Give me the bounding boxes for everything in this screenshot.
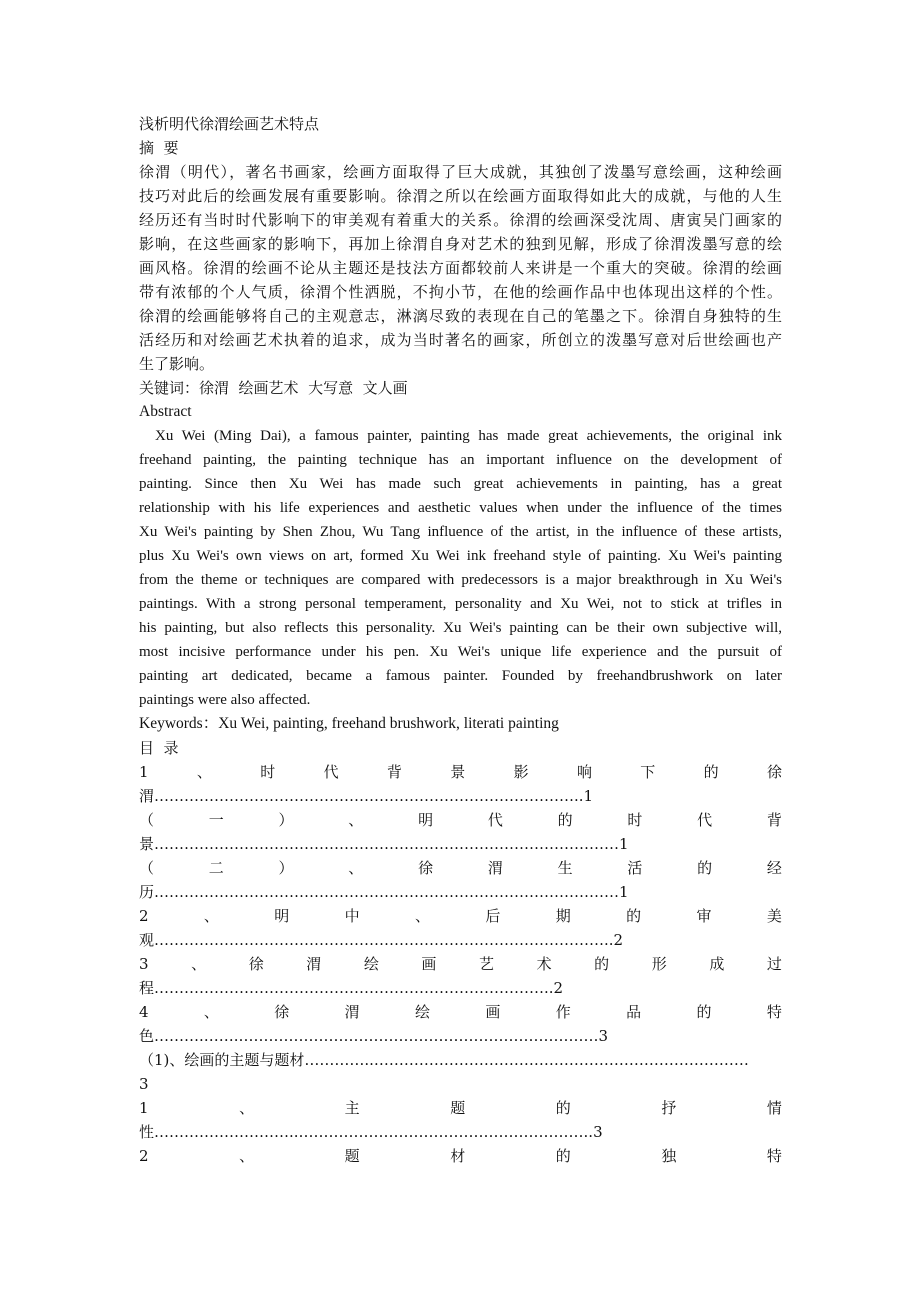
toc-entry-char: 形 [651, 955, 667, 973]
toc-entry-char: 影 [513, 763, 529, 781]
abstract-en-line: most incisive performance under his pen. Xu Wei's unique life experience and the pursuit of [139, 644, 782, 660]
abstract-en-line: freehand painting, the painting technique has an important influence on the development of [139, 452, 782, 468]
toc-entry-char: 二 [208, 859, 224, 877]
toc-entry-char: 特 [766, 1147, 782, 1165]
toc-entry-char: 中 [344, 907, 360, 925]
abstract-en-line: relationship with his life experiences and aesthetic values when under the influence of the times [139, 500, 782, 516]
abstract-cn-line: 徐渭（明代），著名书画家，绘画方面取得了巨大成就，其独创了泼墨写意绘画，这种绘画 [139, 163, 782, 181]
toc-entry-char: 、 [348, 811, 364, 829]
toc-entry-char: 2 [139, 1147, 149, 1165]
toc-entry-char: 审 [696, 907, 712, 925]
abstract-en-line: painting. Since then Xu Wei has made such great achievements in painting, has a great [139, 476, 782, 492]
toc-entry-char: 徐 [418, 859, 434, 877]
toc-entry-leader: 色……….…….………………………………………………………………3 [139, 1027, 609, 1045]
toc-entry-leader: 性………………………..…………………………………………………..3 [139, 1123, 603, 1141]
toc-entry-char: 下 [640, 763, 656, 781]
toc-entry-char: 经 [766, 859, 782, 877]
toc-entry-char: 渭 [487, 859, 503, 877]
toc-entry-char: 品 [626, 1003, 642, 1021]
toc-entry-char: 响 [576, 763, 592, 781]
toc-entry-char: 、 [348, 859, 364, 877]
toc-entry-leader: 历…………………………………………………………………………………1 [139, 883, 629, 901]
toc-entry-char: 生 [557, 859, 573, 877]
toc-entry-char: 、 [191, 955, 207, 973]
toc-entry-char: 绘 [363, 955, 379, 973]
abstract-cn-line: 经历还有当时时代影响下的审美观有着重大的关系。徐渭的绘画深受沈周、唐寅吴门画家的 [139, 211, 782, 229]
toc-entry-char: ） [278, 811, 294, 829]
toc-entry-char: 、 [239, 1099, 255, 1117]
toc-entry[interactable] [139, 904, 782, 928]
toc-entry-char: 背 [386, 763, 402, 781]
abstract-en-line: plus Xu Wei's own views on art, formed Xu Wei ink freehand style of painting. Xu Wei's painting [139, 548, 782, 564]
abstract-en-heading: Abstract [139, 403, 192, 420]
toc-entry-char: 明 [274, 907, 290, 925]
toc-entry-char: 渭 [344, 1003, 360, 1021]
toc-entry-char: 主 [344, 1099, 360, 1117]
toc-entry[interactable] [139, 808, 782, 832]
toc-entry-char: 3 [139, 955, 149, 973]
toc-entry-char: 时 [627, 811, 643, 829]
toc-entry[interactable] [139, 1144, 782, 1168]
document-title: 浅析明代徐渭绘画艺术特点 [139, 115, 320, 133]
toc-entry-char: 背 [766, 811, 782, 829]
keywords-en: Keywords：Xu Wei, painting, freehand brushwork, literati painting [139, 715, 559, 732]
toc-entry-char: 过 [766, 955, 782, 973]
toc-entry[interactable] [139, 856, 782, 880]
toc-entry-char: 独 [661, 1147, 677, 1165]
toc-entry-leader: 渭…………………………………………………………………………..1 [139, 787, 594, 805]
toc-entry-char: 徐 [248, 955, 264, 973]
toc-entry-char: 、 [196, 763, 212, 781]
toc-entry-leader: 3 [139, 1075, 149, 1093]
toc-entry-leader: 程……………………………………………………………………..2 [139, 979, 564, 997]
toc-entry-char: 的 [555, 1147, 571, 1165]
toc-entry-char: 的 [703, 763, 719, 781]
toc-entry-char: 徐 [766, 763, 782, 781]
toc-entry[interactable]: （1)、绘画的主题与题材…………..………………………………………………………………… [139, 1051, 749, 1069]
abstract-en-line: from the theme or techniques are compared with predecessors is a major breakthrough in Xu Wei's [139, 572, 782, 588]
toc-entry-char: 的 [555, 1099, 571, 1117]
abstract-cn-line: 影响，在这些画家的影响下，再加上徐渭自身对艺术的独到见解，形成了徐渭泼墨写意的绘 [139, 235, 782, 253]
toc-entry-char: 时 [260, 763, 276, 781]
toc-entry-char: 代 [487, 811, 503, 829]
abstract-en-line: Xu Wei (Ming Dai), a famous painter, painting has made great achievements, the original ink [155, 428, 782, 444]
abstract-cn-line: 带有浓郁的个人气质，徐渭个性洒脱，不拘小节，在他的绘画作品中也体现出这样的个性。 [139, 283, 782, 301]
toc-entry-char: 的 [594, 955, 610, 973]
abstract-en-line: paintings. With a strong personal temperament, personality and Xu Wei, not to stick at trifles in [139, 596, 782, 612]
toc-entry-char: 绘 [415, 1003, 431, 1021]
abstract-cn-line: 活经历和对绘画艺术执着的追求，成为当时著名的画家，所创立的泼墨写意对后世绘画也产 [139, 331, 782, 349]
toc-entry-char: 活 [627, 859, 643, 877]
toc-entry-char: 作 [555, 1003, 571, 1021]
toc-heading: 目 录 [139, 739, 179, 757]
toc-entry-char: 景 [450, 763, 466, 781]
toc-entry-char: 画 [421, 955, 437, 973]
toc-entry-char: 情 [766, 1099, 782, 1117]
toc-entry-char: 一 [208, 811, 224, 829]
toc-entry[interactable] [139, 1096, 782, 1120]
toc-entry-char: （ [139, 811, 155, 829]
toc-entry-char: 徐 [274, 1003, 290, 1021]
toc-entry[interactable] [139, 952, 782, 976]
abstract-cn-line: 生了影响。 [139, 355, 215, 373]
toc-entry-char: 2 [139, 907, 149, 925]
toc-entry-char: 、 [203, 907, 219, 925]
document-page [139, 112, 782, 1168]
toc-entry-char: 画 [485, 1003, 501, 1021]
abstract-en-line: his painting, but also reflects this personality. Xu Wei's painting can be their own subjective will, [139, 620, 782, 636]
toc-entry-char: 代 [697, 811, 713, 829]
table-of-contents [139, 760, 782, 1168]
abstract-en-line: Xu Wei's painting by Shen Zhou, Wu Tang influence of the artist, in the influence of these artists, [139, 524, 782, 540]
abstract-heading: 摘 要 [139, 139, 179, 157]
toc-entry-char: 明 [418, 811, 434, 829]
toc-entry-char: 1 [139, 763, 149, 781]
toc-entry-char: 代 [323, 763, 339, 781]
toc-entry-char: 抒 [661, 1099, 677, 1117]
toc-entry-char: 特 [766, 1003, 782, 1021]
toc-entry-char: 材 [450, 1147, 466, 1165]
toc-entry-leader: 景…………………………………………………………………………………1 [139, 835, 629, 853]
keywords-cn: 关键词：徐渭 绘画艺术 大写意 文人画 [139, 379, 408, 397]
toc-entry-char: ） [278, 859, 294, 877]
toc-entry-char: 术 [536, 955, 552, 973]
toc-entry-char: 的 [696, 1003, 712, 1021]
toc-entry-char: 题 [344, 1147, 360, 1165]
toc-entry-char: 的 [697, 859, 713, 877]
abstract-cn-line: 画风格。徐渭的绘画不论从主题还是技法方面都较前人来讲是一个重大的突破。徐渭的绘画 [139, 259, 782, 277]
toc-entry-char: 期 [555, 907, 571, 925]
abstract-cn [139, 160, 782, 376]
toc-entry-char: 的 [557, 811, 573, 829]
toc-entry[interactable] [139, 760, 782, 784]
toc-entry-leader: 观………………………………………………………………………………..2 [139, 931, 624, 949]
toc-entry[interactable] [139, 1000, 782, 1024]
toc-entry-char: 1 [139, 1099, 149, 1117]
toc-entry-char: 4 [139, 1003, 149, 1021]
toc-entry-char: 、 [203, 1003, 219, 1021]
toc-entry-char: 成 [709, 955, 725, 973]
toc-entry-char: 艺 [479, 955, 495, 973]
toc-entry-char: （ [139, 859, 155, 877]
toc-entry-char: 、 [415, 907, 431, 925]
toc-entry-char: 题 [450, 1099, 466, 1117]
abstract-cn-line: 技巧对此后的绘画发展有重要影响。徐渭之所以在绘画方面取得如此大的成就，与他的人生 [139, 187, 782, 205]
toc-entry-char: 后 [485, 907, 501, 925]
abstract-en-line: painting art dedicated, became a famous painter. Founded by freehandbrushwork on later [139, 668, 782, 684]
toc-entry-char: 渭 [306, 955, 322, 973]
toc-entry-char: 的 [626, 907, 642, 925]
abstract-cn-line: 徐渭的绘画能够将自己的主观意志，淋漓尽致的表现在自己的笔墨之下。徐渭自身独特的生 [139, 307, 782, 325]
abstract-en [139, 424, 782, 712]
toc-entry-char: 、 [239, 1147, 255, 1165]
toc-entry-char: 美 [766, 907, 782, 925]
abstract-en-line: paintings were also affected. [139, 692, 311, 708]
